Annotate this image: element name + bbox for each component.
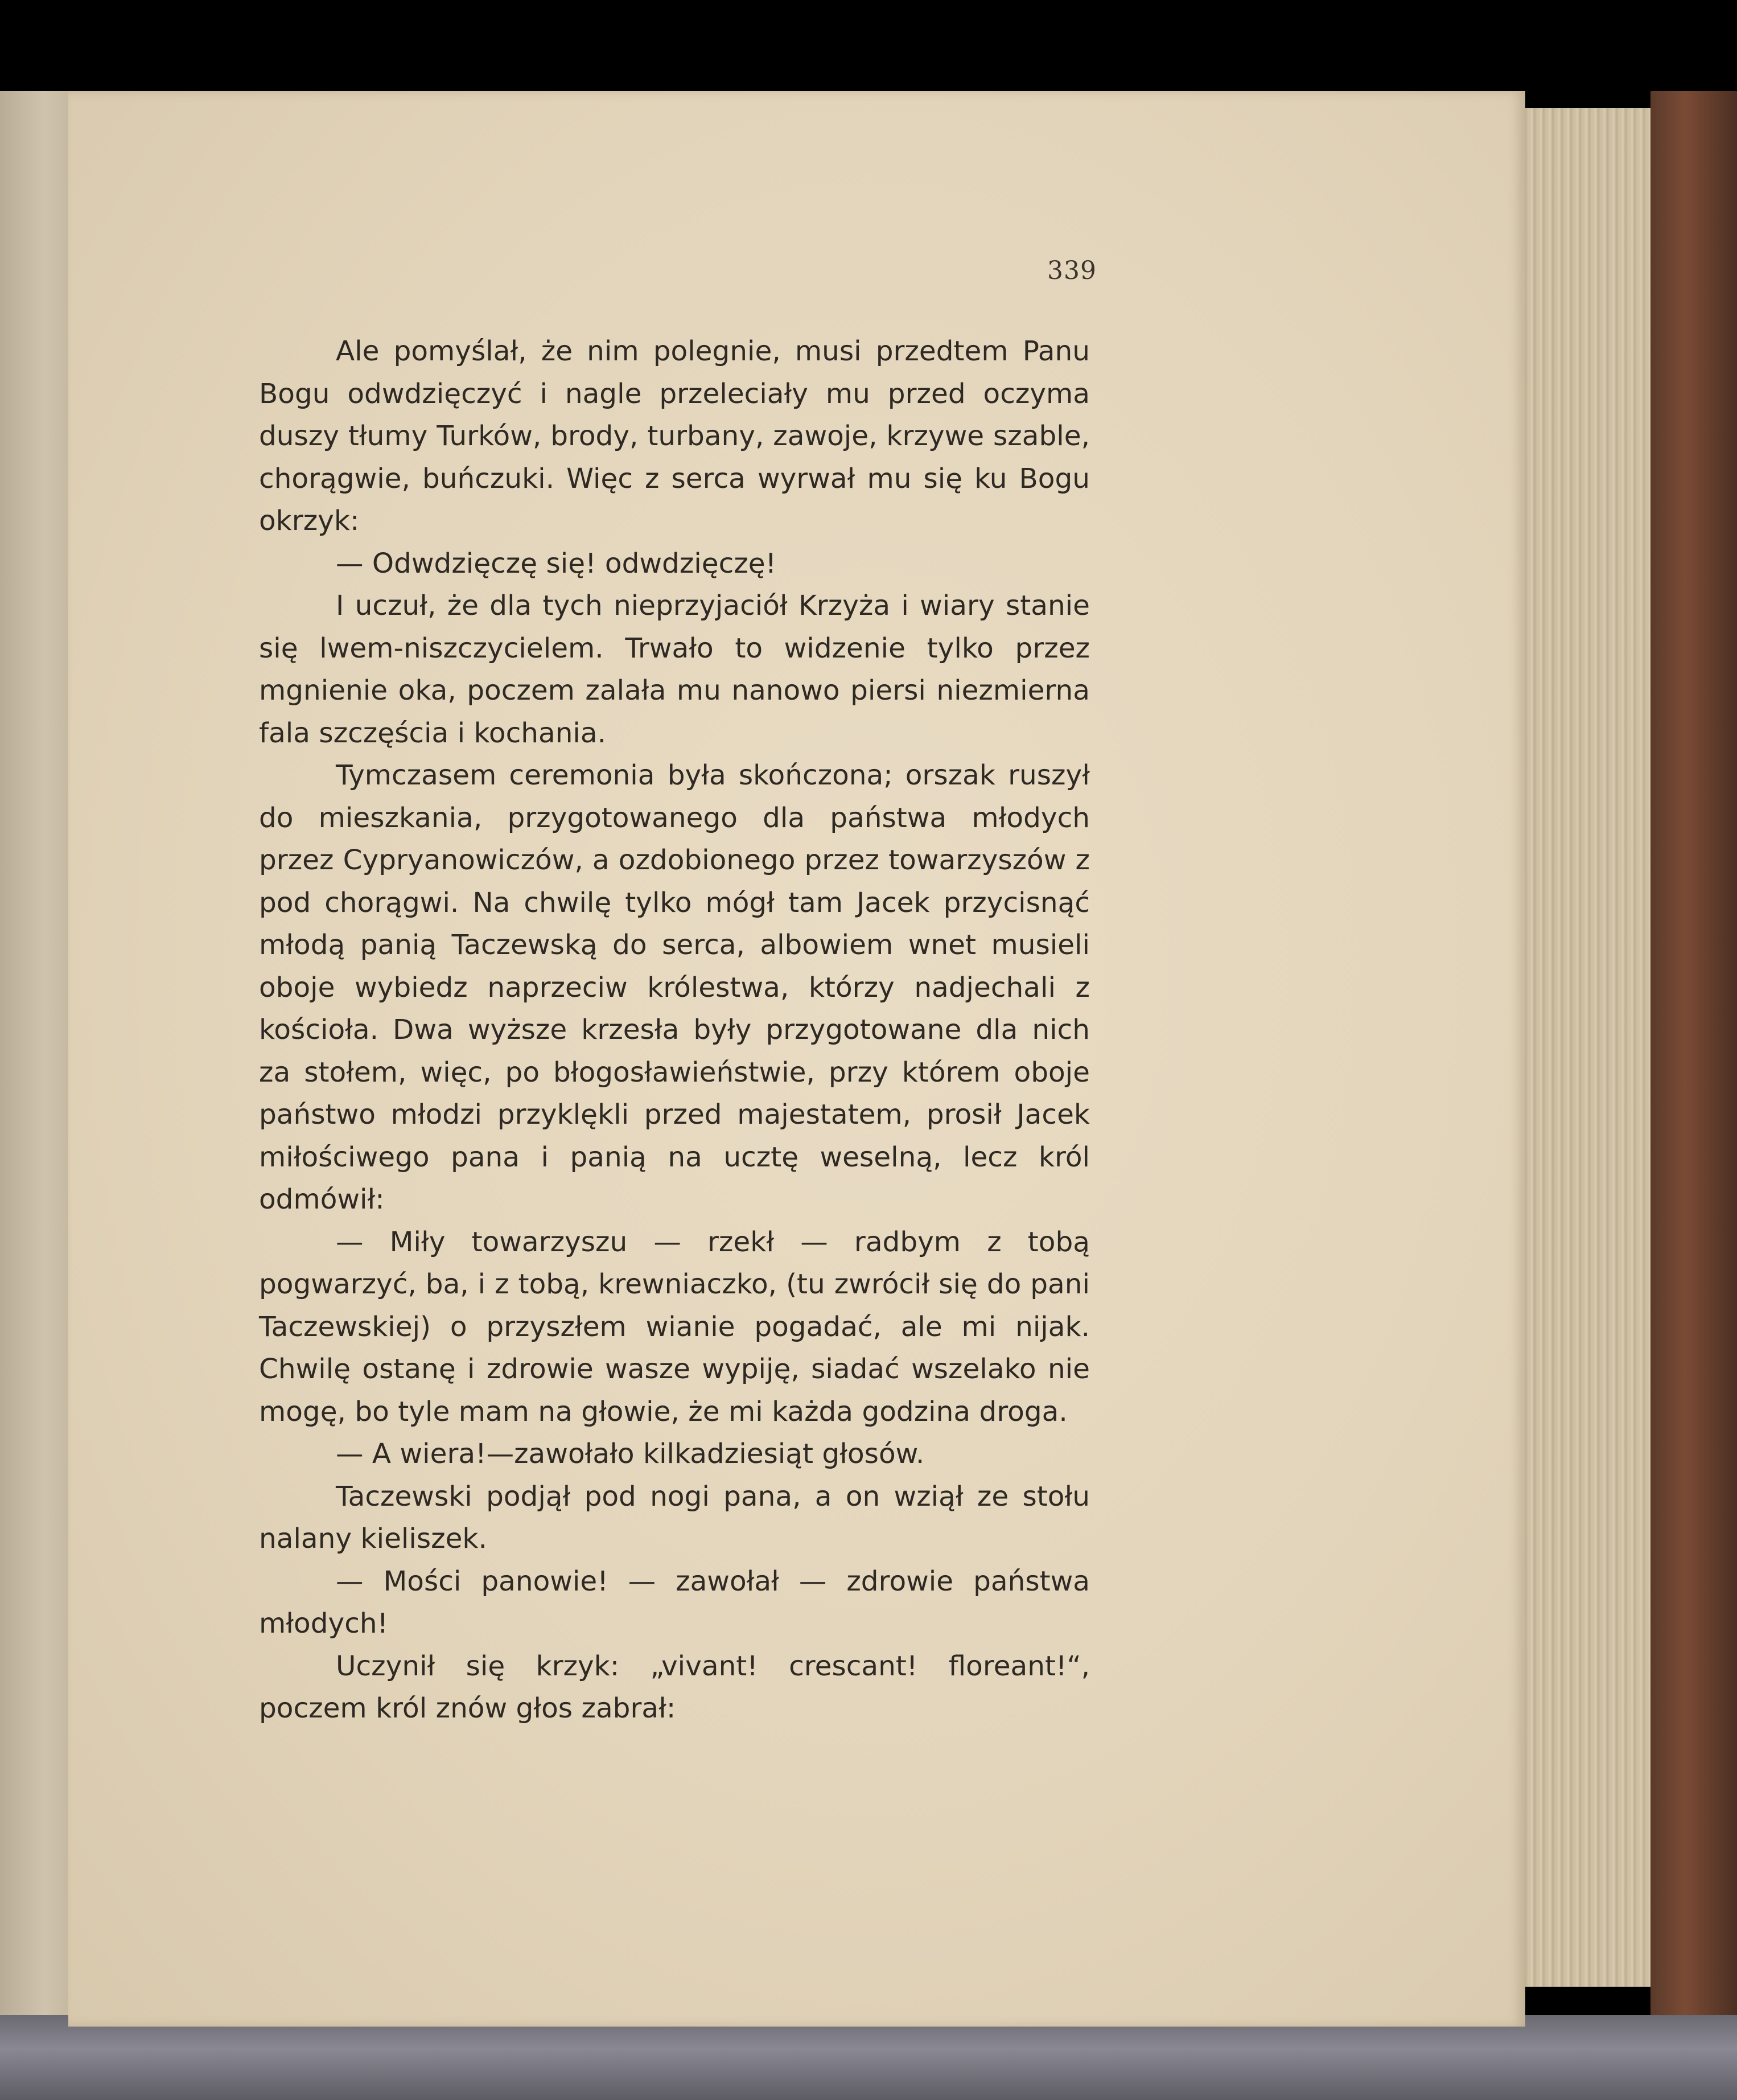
paragraph-6: — A wiera!—zawołało kilkadziesiąt głosów. xyxy=(336,1438,925,1470)
page-number: 339 xyxy=(1047,256,1097,285)
paragraph-8: — Mości panowie! — zawołał — zdrowie państwa młodych! xyxy=(259,1565,1090,1639)
paragraph-5: — Miły towarzyszu — rzekł — radbym z tobą pogwarzyć, ba, i z tobą, krewniaczko, (tu zwrócił się do pani Taczewskiej) o przyszłem wianie pogadać, ale mi nijak. Chwilę ostanę i zdrowie wasze wypiję, siadać wszelako nie mogę, bo tyle mam na głowie, że mi każda godzina droga. xyxy=(259,1226,1090,1428)
paragraph-3: I uczuł, że dla tych nieprzyjaciół Krzyża i wiary stanie się lwem-niszczycielem. Trwało to widzenie tylko przez mgnienie oka, poczem zalała mu nanowo piersi niezmierna fala szczęścia i kochania. xyxy=(259,590,1090,749)
paragraph-9: Uczynił się krzyk: „vivant! crescant! floreant!“, poczem król znów głos zabrał: xyxy=(259,1650,1090,1724)
page-stack-edges xyxy=(1520,108,1668,1987)
scanner-bottom-strip xyxy=(0,2015,1737,2100)
paragraph-2: — Odwdzięczę się! odwdzięczę! xyxy=(336,547,777,580)
book-cover-edge xyxy=(1650,91,1737,2072)
paragraph-7: Taczewski podjął pod nogi pana, a on wziął ze stołu nalany kieliszek. xyxy=(259,1480,1090,1555)
left-page-edge xyxy=(0,91,74,2027)
paragraph-1: Ale pomyślał, że nim polegnie, musi przedtem Panu Bogu odwdzięczyć i nagle przeleciały mu przed oczyma duszy tłumy Turków, brody, turbany, zawoje, krzywe szable, chorągwie, buńczuki. Więc z serca wyrwał mu się ku Bogu okrzyk: xyxy=(259,335,1090,537)
paragraph-4: Tymczasem ceremonia była skończona; orszak ruszył do mieszkania, przygotowanego dla państwa młodych przez Cypryanowiczów, a ozdobionego przez towarzyszów z pod chorągwi. Na chwilę tylko mógł tam Jacek przycisnąć młodą panią Taczewską do serca, albowiem wnet musieli oboje wybiedz naprzeciw królestwa, którzy nadjechali z kościoła. Dwa wyższe krzesła były przygotowane dla nich za stołem, więc, po błogosławieństwie, przy którem oboje państwo młodzi przyklękli przed majestatem, prosił Jacek miłościwego pana i panią na ucztę weselną, lecz król odmówił: xyxy=(259,759,1090,1215)
page-text xyxy=(259,330,1090,1730)
